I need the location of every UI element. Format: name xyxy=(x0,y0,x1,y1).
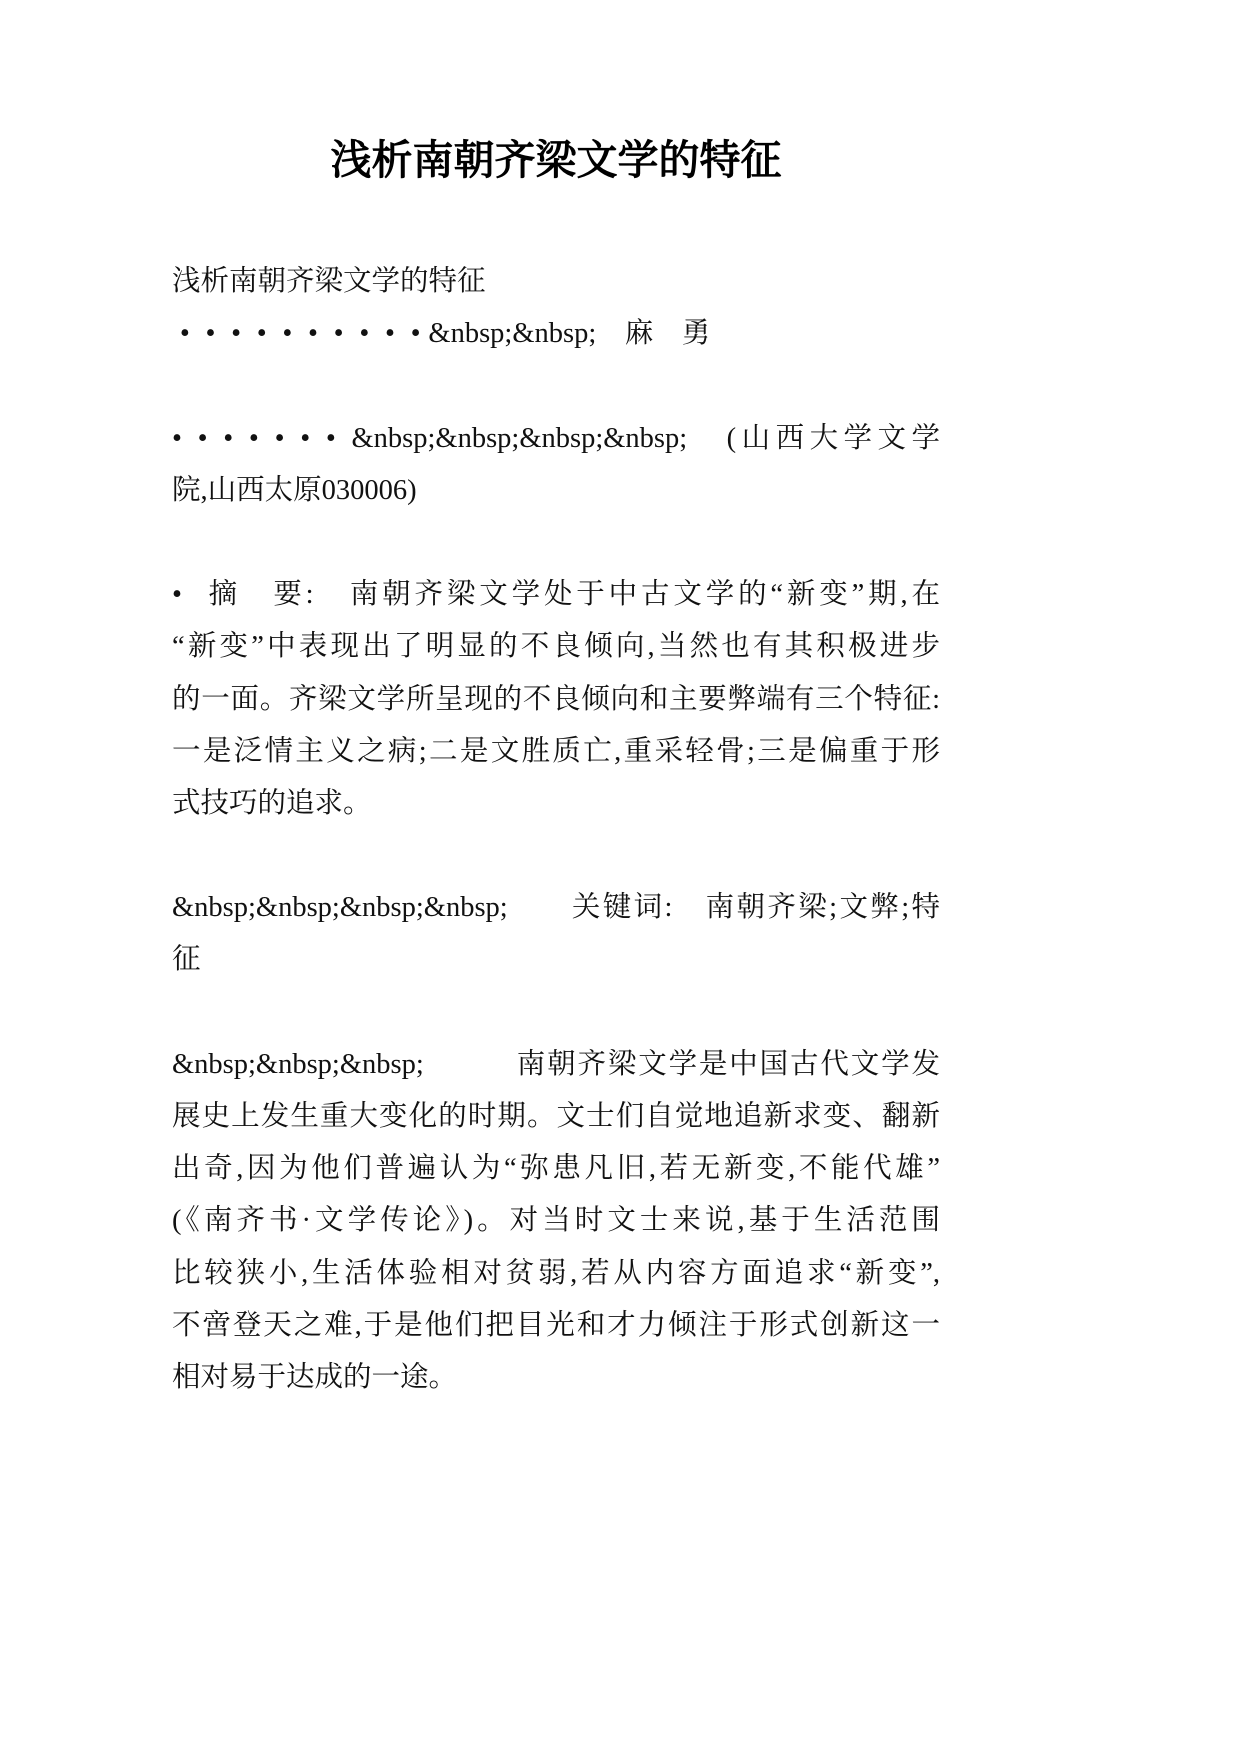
affiliation-line: • • • • • • • &nbsp;&nbsp;&nbsp;&nbsp; (山西大学文学 xyxy=(172,413,940,465)
abstract-line: “新变”中表现出了明显的不良倾向,当然也有其积极进步 xyxy=(172,631,940,663)
bullet-dot: • xyxy=(333,318,344,350)
bullet-dot: • xyxy=(359,318,370,350)
body-line: &nbsp;&nbsp;&nbsp; 南朝齐梁文学是中国古代文学发 xyxy=(172,1048,940,1080)
body-line: (《南齐书·文学传论》)。对当时文士来说,基于生活范围 xyxy=(172,1205,940,1237)
author-line: • • • • • • • • • • &nbsp;&nbsp; 麻 勇 xyxy=(172,308,940,360)
keywords-line: &nbsp;&nbsp;&nbsp;&nbsp; 关键词: 南朝齐梁;文弊;特 xyxy=(172,892,940,924)
body-line: 展史上发生重大变化的时期。文士们自觉地追新求变、翻新 xyxy=(172,1101,940,1132)
bullet-dot: • xyxy=(172,579,182,611)
bullet-dot: • xyxy=(325,422,336,454)
document-body xyxy=(172,256,940,1456)
body-line: 相对易于达成的一途。 xyxy=(172,1361,458,1393)
abstract-line: 的一面。齐梁文学所呈现的不良倾向和主要弊端有三个特征: xyxy=(172,683,940,715)
bullet-dot: • xyxy=(308,318,319,350)
body-line: 比较狭小,生活体验相对贫弱,若从内容方面追求“新变”, xyxy=(172,1257,940,1289)
bullet-dot: • xyxy=(274,422,285,454)
body-line: 不啻登天之难,于是他们把目光和才力倾注于形式创新这一 xyxy=(172,1309,940,1341)
bullet-dot: • xyxy=(282,318,293,350)
subtitle-line: 浅析南朝齐梁文学的特征 xyxy=(172,266,486,297)
body-line: 出奇,因为他们普遍认为“弥患凡旧,若无新变,不能代雄” xyxy=(172,1153,940,1185)
affiliation-block xyxy=(172,413,940,517)
title-author-block xyxy=(172,256,940,360)
bullet-dot: • xyxy=(231,318,242,350)
bullet-dot: • xyxy=(248,422,259,454)
abstract-line: • 摘 要: 南朝齐梁文学处于中古文学的“新变”期,在 xyxy=(172,569,940,621)
keywords-line: 征 xyxy=(172,944,201,976)
bullet-dot: • xyxy=(256,318,267,350)
bullet-dot: • xyxy=(179,318,190,350)
keywords-block xyxy=(172,882,940,986)
body-paragraph xyxy=(172,1039,940,1404)
bullet-dot: • xyxy=(172,422,182,454)
affiliation-line: 院,山西太原030006) xyxy=(172,474,417,506)
abstract-block xyxy=(172,569,940,830)
bullet-dot: • xyxy=(197,422,208,454)
abstract-line: 一是泛情主义之病;二是文胜质亡,重采轻骨;三是偏重于形 xyxy=(172,735,940,767)
document-title: 浅析南朝齐梁文学的特征 xyxy=(330,137,782,183)
bullet-dot: • xyxy=(384,318,395,350)
bullet-dot: • xyxy=(223,422,234,454)
abstract-line: 式技巧的追求。 xyxy=(172,787,372,819)
bullet-dot: • xyxy=(205,318,216,350)
bullet-dot: • xyxy=(410,318,421,350)
bullet-dot: • xyxy=(300,422,311,454)
